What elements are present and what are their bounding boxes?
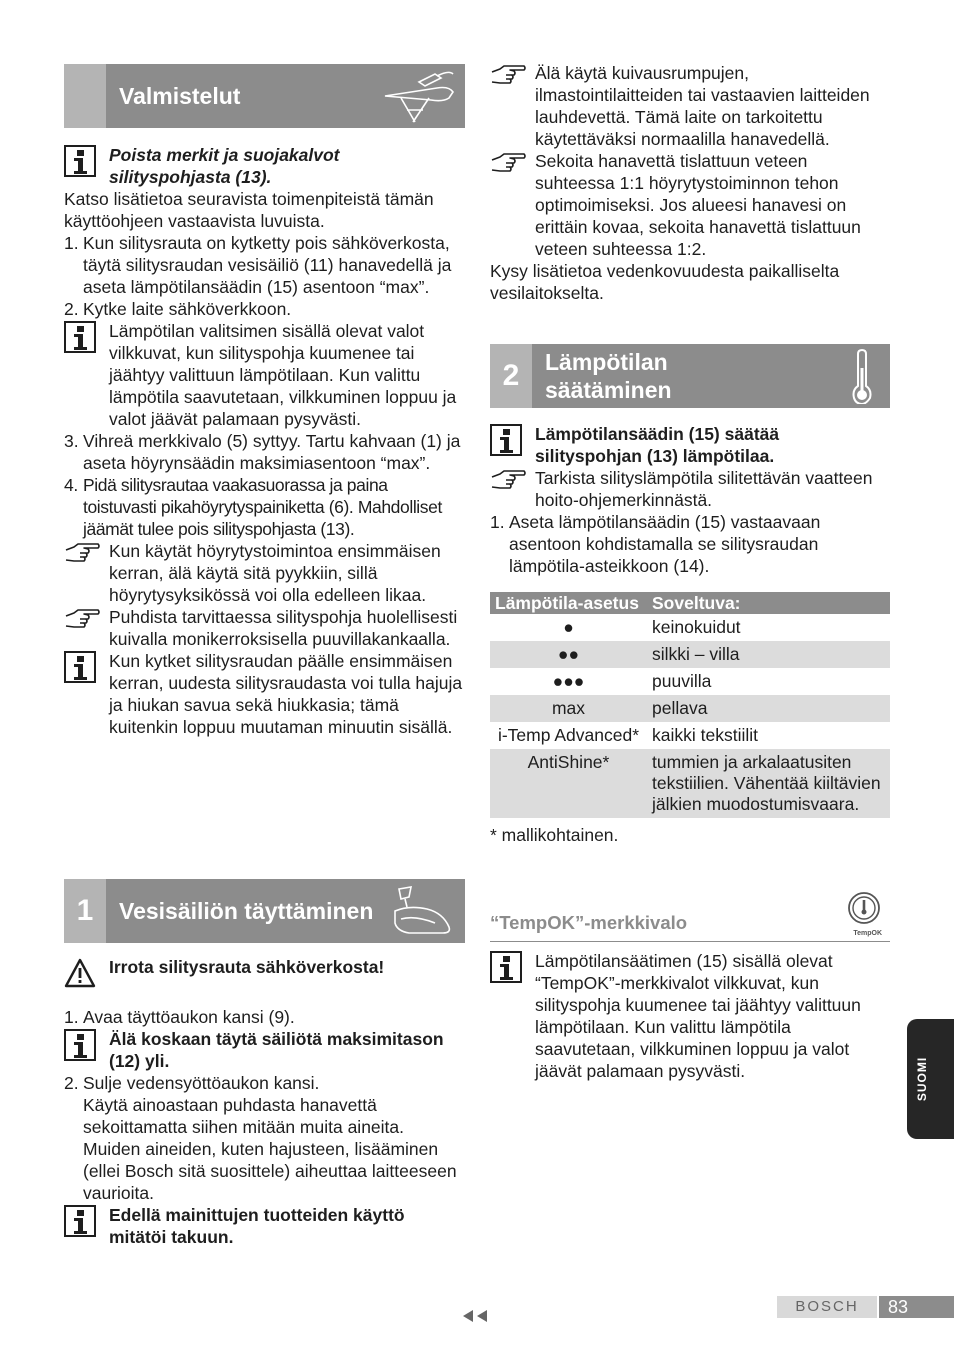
table-cell: pellava [647,695,890,722]
section-title: Lämpötilan säätäminen [545,349,672,403]
note-text: Älä käytä kuivausrumpujen, ilmastointilaitteiden tai vastaavien laitteiden lauhdevettä. Tämä laite on tarkoitettu käytettäväksi normaalilla hanavedellä. [535,63,870,149]
section-number-box [64,64,106,128]
tempok-header [490,891,890,942]
tip-note [490,62,890,150]
subsection-title: “TempOK”-merkkivalo [490,912,688,933]
intro-text: Katso lisätietoa seuravista toimenpiteistä tämän käyttöohjeen vastaavista luvuista. [64,189,434,231]
note-text: Kun käytät höyrytystoimintoa ensimmäisen kerran, älä käytä sitä pyykkiin, sillä höyrytysyksikössä voi olla edelleen likaa. [109,541,441,605]
warning-text: Irrota silitysrauta sähköverkosta! [109,957,385,977]
section-title: Valmistelut [119,83,241,109]
tip-note [490,467,890,511]
note-text: Lämpötilansäätimen (15) sisällä olevat “TempOK”-merkkivalot vilkkuvat, kun silityspohja kuumenee tai jäähtyy valittuun lämpötilaan. Kun valittu lämpötila saavutetaan, vilkkuminen loppuu ja valot jäävät palamaan pysyvästi. [535,951,861,1081]
info-note [490,950,890,1082]
temperature-table-wrap [490,592,890,846]
warning-icon [64,958,96,988]
pointing-hand-icon [64,607,100,631]
lampotila-body [490,423,890,577]
pointing-hand-icon [490,468,526,492]
note-text: Tarkista silityslämpötila silitettävän vaatteen hoito-ohjemerkinnästä. [535,468,873,510]
info-icon [64,1029,96,1061]
back-arrows-icon [463,1309,491,1323]
info-icon [64,321,96,353]
thermometer-icon [804,348,884,404]
table-cell: ● [563,617,574,637]
pointing-hand-icon [490,63,526,87]
note-text: Poista merkit ja suojakalvot silityspohjasta (13). [109,145,340,187]
table-cell: i-Temp Advanced* [497,725,640,745]
column-header: Lämpötila-asetus [490,592,647,614]
section-header-valmistelut [64,64,465,128]
tip-note [490,150,890,260]
table-cell: silkki – villa [647,641,890,668]
list-item: 2. Kytke laite sähköverkkoon. [64,299,292,319]
info-icon [64,651,96,683]
info-note [490,423,890,467]
footer-brand: BOSCH [777,1296,877,1318]
table-row [490,722,890,749]
info-icon [490,951,522,983]
tempok-icon [846,891,882,929]
section-title: Vesisäiliön täyttäminen [119,898,374,924]
table-row [490,641,890,668]
iron-filling-icon [379,883,459,939]
note-text: Älä koskaan täytä säiliötä maksimitason (12) yli. [109,1029,444,1071]
list-item: 1. Aseta lämpötilansäädin (15) vastaavaan asentoon kohdistamalla se silitysraudan lämpötila-asteikkoon (14). [490,512,821,576]
table-row [490,668,890,695]
note-text: Lämpötilansäädin (15) säätää silityspohjan (13) lämpötilaa. [535,424,780,466]
tempok-icon-label: TempOK [853,930,882,937]
list-item: 3. Vihreä merkkivalo (5) syttyy. Tartu kahvaan (1) ja aseta höyrynsäädin maksimiasentoon “max”. [64,431,461,473]
note-text: Sekoita hanavettä tislattuun veteen suhteessa 1:1 höyrytystoiminnon tehon optimoimiseksi. Jos alueesi hanavesi on erittäin kovaa, sekoita hanavettä tislattuun veteen suhteessa 1:2. [535,151,861,259]
note-text: Puhdista tarvittaessa silityspohja huolellisesti kuivalla monikerroksisella puuvillakankaalla. [109,607,458,649]
table-cell: max [490,695,647,722]
table-header-row [490,592,890,614]
section-number: 1 [64,879,106,943]
footnote: * mallikohtainen. [490,825,619,845]
body-paragraph: Kysy lisätietoa vedenkovuudesta paikalliselta vesilaitokselta. [490,261,840,303]
pointing-hand-icon [490,151,526,175]
language-tab [907,1019,954,1139]
section-header-vesisailio [64,879,465,943]
language-label: SUOMI [915,1056,929,1102]
table-cell: tummien ja arkalaatusiten tekstiilien. Vähentää kiiltävien jälkien muodostumisvaara. [647,749,890,818]
note-text: Edellä mainittujen tuotteiden käyttö mitätöi takuun. [109,1205,405,1247]
info-icon [490,424,522,456]
info-note [64,144,465,188]
water-tips [490,62,890,304]
warning-note [64,956,465,978]
table-cell: ●●● [552,671,585,691]
info-note [64,1028,465,1072]
vesisailio-body [64,956,465,1248]
table-cell: puuvilla [652,671,712,691]
section-number: 2 [490,344,532,408]
list-item: 1. Avaa täyttöaukon kansi (9). [64,1007,295,1027]
info-note [64,320,465,430]
tip-note [64,540,465,606]
table-cell: keinokuidut [652,617,741,637]
body-paragraph: Käytä ainoastaan puhdasta hanavettä sekoittamatta siihen mitään muita aineita. Muiden aineiden, kuten hajusteen, lisääminen (ellei Bosch sitä suosittele) aiheuttaa laitteeseen vaurioita. [83,1095,457,1203]
table-row [490,749,890,818]
info-note [64,1204,465,1248]
table-row [490,614,890,641]
table-row [490,695,890,722]
table-cell: AntiShine* [490,749,647,818]
table-cell: ●● [490,641,647,668]
ironing-board-icon [379,68,459,124]
temperature-table [490,592,890,818]
section-header-lampotila [490,344,890,408]
list-item: 2. Sulje vedensyöttöaukon kansi. [64,1073,320,1093]
info-icon [64,145,96,177]
list-item: 4. Pidä silitysrautaa vaakasuorassa ja paina toistuvasti pikahöyrytyspainiketta (6). Mahdolliset jäämät tulee pois silityspohjasta (13). [64,475,442,539]
page-number: 83 [879,1296,954,1318]
note-text: Lämpötilan valitsimen sisällä olevat valot vilkkuvat, kun silityspohja kuumenee tai jäähtyy valittuun lämpötilaan. Kun valittu lämpötila saavutetaan, vilkkuminen loppuu ja valot jäävät palamaan pysyvästi. [109,321,457,429]
tempok-body [490,950,890,1082]
list-item: 1. Kun silitysrauta on kytketty pois sähköverkosta, täytä silitysraudan vesisäiliö (11) hanavedellä ja aseta lämpötilansäädin (15) asentoon “max”. [64,233,452,297]
tip-note [64,606,465,650]
info-icon [64,1205,96,1237]
column-header: Soveltuva: [647,592,890,614]
valmistelut-body [64,144,465,738]
info-note [64,650,465,738]
pointing-hand-icon [64,541,100,565]
table-cell: kaikki tekstiilit [652,725,758,745]
note-text: Kun kytket silitysraudan päälle ensimmäisen kerran, uudesta silitysraudasta voi tulla hajuja ja hiukan savua sekä hiukkasia; tämä kuitenkin loppuu muutaman minuutin sisällä. [109,651,463,737]
